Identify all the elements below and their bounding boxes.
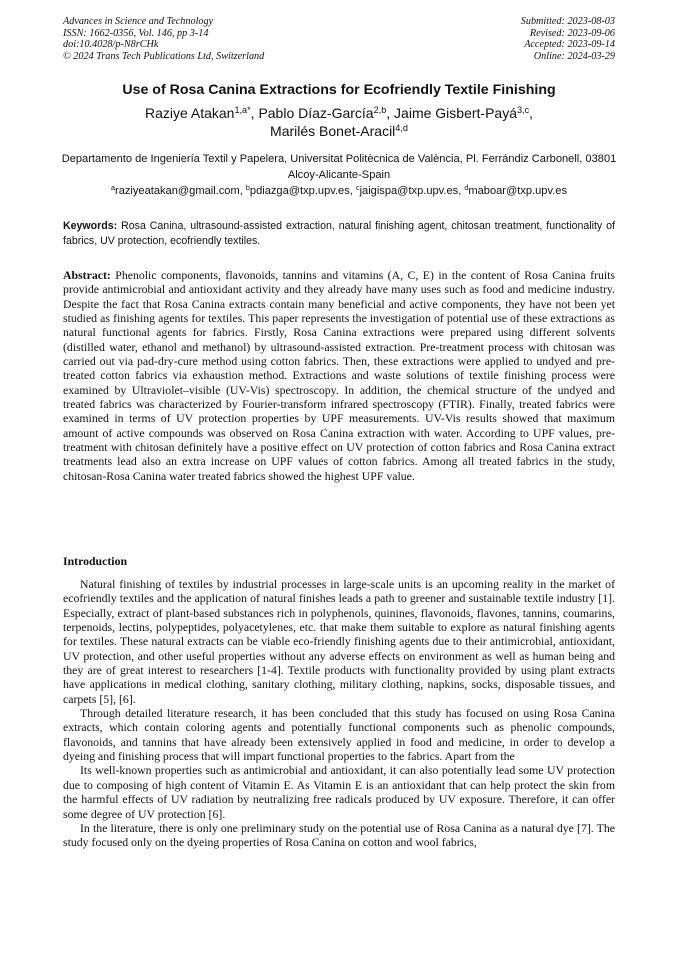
author-separator: , [386, 105, 395, 121]
keywords-block [63, 219, 615, 248]
email-marker: b [245, 183, 250, 193]
date-accepted: Accepted: 2023-09-14 [524, 39, 615, 50]
abstract-block [63, 268, 615, 483]
email-separator: , [349, 185, 356, 197]
journal-copyright: © 2024 Trans Tech Publications Ltd, Switzerland [63, 50, 265, 62]
journal-header [63, 16, 363, 62]
email-separator: , [458, 185, 465, 197]
email-marker: c [355, 183, 360, 193]
date-submitted: Submitted: 2023-08-03 [520, 16, 615, 27]
author-separator: , [529, 105, 534, 121]
author-email[interactable]: pdiazga@txp.upv.es [249, 185, 350, 197]
author-name: Marilés Bonet-Aracil [270, 123, 396, 139]
author-separator: , [250, 105, 259, 121]
author-affiliation-marker: 4,d [395, 123, 408, 133]
author-name: Jaime Gisbert-Payá [394, 105, 517, 121]
body-paragraph: Its well-known properties such as antimicrobial and antioxidant, it can also potentially lead some UV protection due to composing of high content of Vitamin E. As Vitamin E is an antioxidant that can help protect the skin from the harmful effects of UV radiation by neutralizing free radicals produced by UV exposure. Therefore, it can offer some degree of UV protection [6]. [63, 763, 615, 821]
author-name: Pablo Díaz-García [258, 105, 374, 121]
author-email[interactable]: raziyeatakan@gmail.com [115, 185, 240, 197]
journal-name: Advances in Science and Technology [63, 16, 214, 27]
date-revised: Revised: 2023-09-06 [529, 27, 615, 39]
author-affiliation-marker: 3,c [516, 105, 530, 115]
introduction-body [63, 577, 615, 850]
keywords-label: Keywords: [63, 220, 118, 232]
author-affiliation-marker: 2,b [373, 105, 387, 115]
author-name: Raziye Atakan [144, 105, 235, 121]
author-affiliation-marker: 1,a* [234, 105, 251, 115]
abstract-text: Phenolic components, flavonoids, tannins and vitamins (A, C, E) in the content of Rosa Canina fruits provide antimicrobial and antioxidant activity and they already have many uses such as food and medicine industry. Despite the fact that Rosa Canina extracts contain many beneficial and active components, they have not been yet studied as finishing agents for textiles. This paper represents the investigation of potential use of these extractions as natural functional agents for fabrics. Firstly, Rosa Canina extractions were prepared using different solvents (distilled water, ethanol and methanol) by ultrasound-assisted extraction. Pre-treatment process with chitosan was carried out via pad-dry-cure method using cotton fabrics. Then, these extractions were applied to undyed and pre-treated cotton fabrics via exhaustion method. Extractions and waste solutions of textile finishing process were examined by Ultraviolet–visible (UV-Vis) spectroscopy. In addition, the chemical structure of the undyed and treated fabrics was characterized by Fourier-transform infrared spectroscopy (FTIR). Finally, treated fabrics were examined in terms of UV protection properties by UPF measurements. UV-Vis results showed that maximum amount of active compounds was observed on Rosa Canina extraction with water. According to UPF values, pre-treatment with chitosan definitely have a positive effect on UV protection of cotton fabrics and Rosa Canina extract treatments lead also an extra increase on UPF values of cotton fabrics. Among all treated fabrics in the study, chitosan-Rosa Canina water treated fabrics showed the highest UPF value. [63, 268, 616, 483]
keywords-text: Rosa Canina, ultrasound-assisted extraction, natural finishing agent, chitosan treatment, functionality of fabrics, UV protection, ecofriendly textiles. [63, 220, 615, 247]
body-paragraph: Through detailed literature research, it has been concluded that this study has focused on using Rosa Canina extracts, which contain coloring agents and potentially functional components such as phenolic compounds, flavonoids, and tannins that have already been extensively applied in food and medicine, in order to develop a dyeing and finishing process that will impart functional properties to the fabrics. Apart from the [63, 706, 615, 764]
paper-title: Use of Rosa Canina Extractions for Ecofriendly Textile Finishing [122, 82, 556, 98]
journal-doi: doi:10.4028/p-N8rCHk [63, 39, 159, 50]
author-email[interactable]: maboar@txp.upv.es [468, 185, 567, 197]
email-list [40, 184, 638, 198]
journal-issn: ISSN: 1662-0356, Vol. 146, pp 3-14 [63, 27, 209, 39]
body-paragraph: In the literature, there is only one preliminary study on the potential use of Rosa Canina as a natural dye [7]. The study focused only on the dyeing properties of Rosa Canina on cotton and wool fabrics, [63, 820, 615, 850]
abstract-label: Abstract: [63, 268, 111, 282]
affiliation: Departamento de Ingeniería Textil y Papelera, Universitat Politècnica de València, Pl. Ferrándiz Carbonell, 03801 Alcoy-Alicante-Spain [61, 153, 617, 181]
body-paragraph: Natural finishing of textiles by industrial processes in large-scale units is an upcoming reality in the market of ecofriendly textiles and the application of natural finishes leads a path to greener and sustainable textile industry [1]. Especially, extract of plant-based substances rich in polyphenols, quinines, flavonoids, flavones, tannins, coumarins, terpenoids, lectins, polypeptides, polyacetylenes, etc. that make them suitable to explore as natural finishing agents for textiles. These natural extracts can be viable eco-friendly finishing agents due to their antimicrobial, antioxidant, UV protection, and other useful properties without any adverse effects on environment as well as human being and they are of great interest to researchers [1-4]. Textile products with functionality provided by using plant extracts have applications in medical clothing, sanitary clothing, military clothing, napkins, socks, disposable tissues, and carpets [5], [6]. [63, 577, 615, 706]
date-online: Online: 2024-03-29 [533, 50, 615, 62]
email-marker: d [464, 183, 469, 193]
email-separator: , [239, 185, 246, 197]
dates-header [395, 16, 615, 62]
section-heading: Introduction [63, 554, 128, 568]
email-marker: a [110, 183, 115, 193]
author-list [40, 104, 638, 140]
author-email[interactable]: jaigispa@txp.upv.es [359, 185, 459, 197]
